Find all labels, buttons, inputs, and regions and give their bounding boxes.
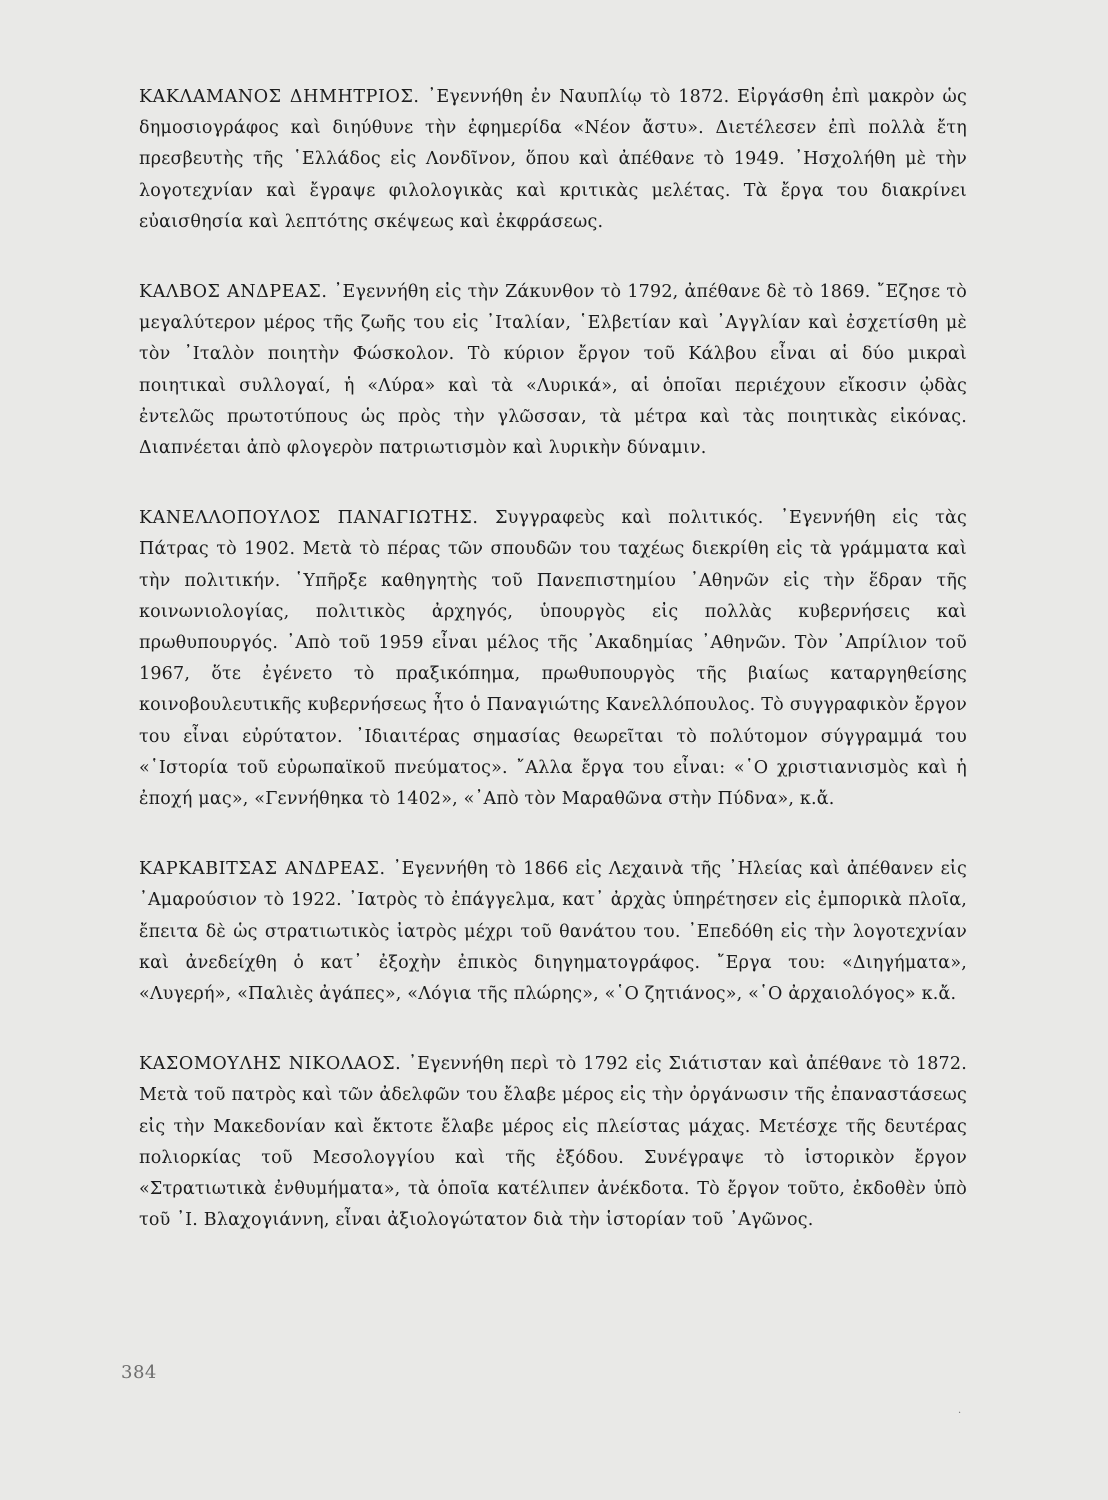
entry-kaklamanos xyxy=(139,82,967,238)
page-number: 384 xyxy=(121,1362,157,1383)
entry-karkavitsas xyxy=(139,854,967,1010)
entry-name: ΚΑΚΛΑΜΑΝΟΣ ΔΗΜΗΤΡΙΟΣ. xyxy=(139,87,420,107)
entry-name: ΚΑΛΒΟΣ ΑΝΔΡΕΑΣ. xyxy=(139,282,328,303)
entry-name: ΚΑΣΟΜΟΥΛΗΣ ΝΙΚΟΛΑΟΣ. xyxy=(139,1054,402,1075)
entry-text: ᾿Εγεννήθη τὸ 1866 εἰς Λεχαινὰ τῆς ᾿Ηλείας καὶ ἀπέθανεν εἰς ᾿Αμαρούσιον τὸ 1922. ᾿Ιατρὸς τὸ ἐπάγγελμα, κατ᾿ ἀρχὰς ὑπηρέτησεν εἰς ἐμπορικὰ πλοῖα, ἔπειτα δὲ ὡς στρατιωτικὸς ἰατρὸς μέχρι τοῦ θανάτου του. ᾿Επεδόθη εἰς τὴν λογοτεχνίαν καὶ ἀνεδείχθη ὁ κατ᾿ ἐξοχὴν ἐπικὸς διηγηματογράφος. ῎Εργα του: «Διηγήματα», «Λυγερή», «Παλιὲς ἀγάπες», «Λόγια τῆς πλώρης», «῾Ο ζητιάνος», «῾Ο ἀρχαιολόγος» κ.ἄ. xyxy=(139,859,967,1005)
entry-text: ᾿Εγεννήθη ἐν Ναυπλίῳ τὸ 1872. Εἰργάσθη ἐπὶ μακρὸν ὡς δημοσιογράφος καὶ διηύθυνε τὴν ἐφημερίδα «Νέον ἄστυ». Διετέλεσεν ἐπὶ πολλὰ ἔτη πρεσβευτὴς τῆς ῾Ελλάδος εἰς Λονδῖνον, ὅπου καὶ ἀπέθανε τὸ 1949. ᾿Ησχολήθη μὲ τὴν λογοτεχνίαν καὶ ἔγραψε φιλολογικὰς καὶ κριτικὰς μελέτας. Τὰ ἔργα του διακρίνει εὐαισθησία καὶ λεπτότης σκέψεως καὶ ἐκφράσεως. xyxy=(139,87,968,232)
entry-kanellopoulos xyxy=(139,503,967,815)
entry-kasomoulis xyxy=(139,1049,967,1236)
entry-kalvos xyxy=(139,277,967,464)
entry-name: ΚΑΡΚΑΒΙΤΣΑΣ ΑΝΔΡΕΑΣ. xyxy=(139,859,386,880)
entry-text: ᾿Εγεννήθη εἰς τὴν Ζάκυνθον τὸ 1792, ἀπέθανε δὲ τὸ 1869. ῎Εζησε τὸ μεγαλύτερον μέρος τῆς ζωῆς του εἰς ᾿Ιταλίαν, ῾Ελβετίαν καὶ ᾿Αγγλίαν καὶ ἐσχετίσθη μὲ τὸν ᾿Ιταλὸν ποιητὴν Φώσκολον. Τὸ κύριον ἔργον τοῦ Κάλβου εἶναι αἱ δύο μικραὶ ποιητικαὶ συλλογαί, ἡ «Λύρα» καὶ τὰ «Λυρικά», αἱ ὁποῖαι περιέχουν εἴκοσιν ᾠδὰς ἐντελῶς πρωτοτύπους ὡς πρὸς τὴν γλῶσσαν, τὰ μέτρα καὶ τὰς ποιητικὰς εἰκόνας. Διαπνέεται ἀπὸ φλογερὸν πατριωτισμὸν καὶ λυρικὴν δύναμιν. xyxy=(139,282,967,459)
entries-column xyxy=(139,82,967,1237)
entry-text: Συγγραφεὺς καὶ πολιτικός. ᾿Εγεννήθη εἰς τὰς Πάτρας τὸ 1902. Μετὰ τὸ πέρας τῶν σπουδῶν του ταχέως διεκρίθη εἰς τὰ γράμματα καὶ τὴν πολιτικήν. ῾Υπῆρξε καθηγητὴς τοῦ Πανεπιστημίου ᾿Αθηνῶν εἰς τὴν ἕδραν τῆς κοινωνιολογίας, πολιτικὸς ἀρχηγός, ὑπουργὸς εἰς πολλὰς κυβερνήσεις καὶ πρωθυπουργός. ᾿Απὸ τοῦ 1959 εἶναι μέλος τῆς ᾿Ακαδημίας ᾿Αθηνῶν. Τὸν ᾿Απρίλιον τοῦ 1967, ὅτε ἐγένετο τὸ πραξικόπημα, πρωθυπουργὸς τῆς βιαίως καταργηθείσης κοινοβουλευτικῆς κυβερνήσεως ἦτο ὁ Παναγιώτης Κανελλόπουλος. Τὸ συγγραφικὸν ἔργον του εἶναι εὐρύτατον. ᾿Ιδιαιτέρας σημασίας θεωρεῖται τὸ πολύτομον σύγγραμμά του «῾Ιστορία τοῦ εὐρωπαϊκοῦ πνεύματος». ῎Αλλα ἔργα του εἶναι: «῾Ο χριστιανισμὸς καὶ ἡ ἐποχή μας», «Γεννήθηκα τὸ 1402», «᾿Απὸ τὸν Μαραθῶνα στὴν Πύδνα», κ.ἄ. xyxy=(139,508,967,810)
paper-speck: · xyxy=(958,1408,962,1419)
entry-text: ᾿Εγεννήθη περὶ τὸ 1792 εἰς Σιάτισταν καὶ ἀπέθανε τὸ 1872. Μετὰ τοῦ πατρὸς καὶ τῶν ἀδελφῶν του ἔλαβε μέρος εἰς τὴν ὀργάνωσιν τῆς ἐπαναστάσεως εἰς τὴν Μακεδονίαν καὶ ἔκτοτε ἔλαβε μέρος εἰς πλείστας μάχας. Μετέσχε τῆς δευτέρας πολιορκίας τοῦ Μεσολογγίου καὶ τῆς ἐξόδου. Συνέγραψε τὸ ἱστορικὸν ἔργον «Στρατιωτικὰ ἐνθυμήματα», τὰ ὁποῖα κατέλιπεν ἀνέκδοτα. Τὸ ἔργον τοῦτο, ἐκδοθὲν ὑπὸ τοῦ ᾿Ι. Βλαχογιάννη, εἶναι ἀξιολογώτατον διὰ τὴν ἱστορίαν τοῦ ᾿Αγῶνος. xyxy=(139,1054,967,1231)
entry-name: ΚΑΝΕΛΛΟΠΟΥΛΟΣ ΠΑΝΑΓΙΩΤΗΣ. xyxy=(139,508,479,529)
